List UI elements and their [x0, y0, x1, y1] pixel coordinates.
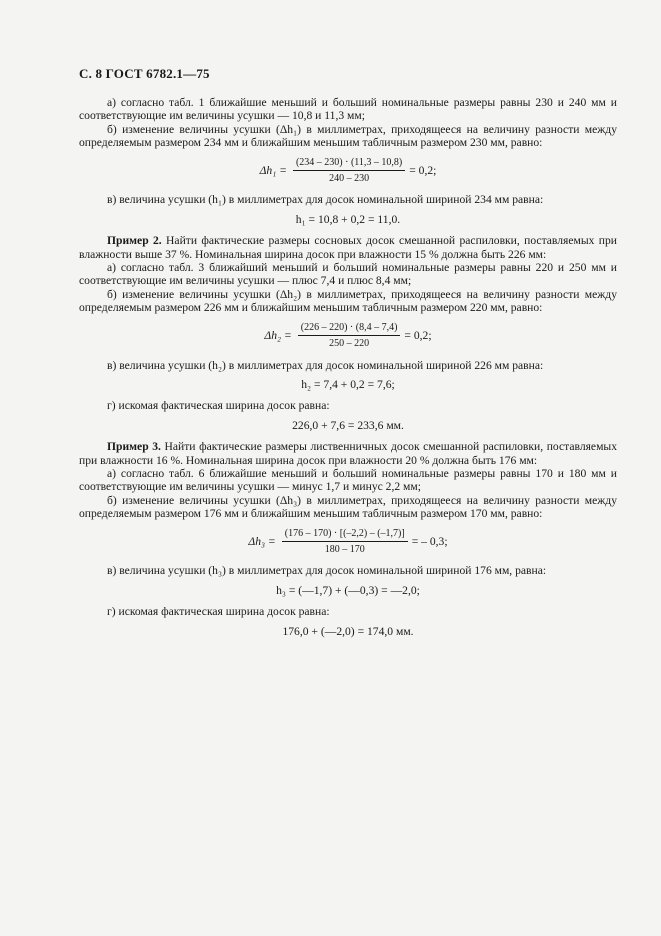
page-header: С. 8 ГОСТ 6782.1—75: [79, 66, 210, 81]
fraction-numerator: (234 – 230) · (11,3 – 10,8): [293, 156, 405, 171]
fraction-denominator: 180 – 170: [324, 543, 365, 555]
fraction: [293, 156, 405, 186]
example-2-label: Пример 2.: [107, 234, 162, 248]
paragraph-3c: в) величина усушки (h₃) в миллиметрах для досок номинальной шириной 176 мм, равна:: [107, 564, 547, 578]
paragraph-2a: а) согласно табл. 3 ближайший меньший и больший номинальные размеры равны 220 и 250 мм и соответствующие им величины усушки — плюс 7,4 и плюс 8,4 мм;: [79, 261, 617, 288]
paragraph-2b: б) изменение величины усушки (Δh₂) в миллиметрах, приходящееся на величину разности между определяемым размером 226 мм и ближайшим меньшим табличным размером 220 мм, равно:: [79, 287, 617, 315]
paragraph-1b: б) изменение величины усушки (Δh₁) в миллиметрах, приходящееся на величину разности между определяемым размером 234 мм и ближайшим меньшим табличным размером 230 мм, равно:: [79, 122, 617, 150]
paragraph-1c: в) величина усушки (h₁) в миллиметрах для досок номинальной шириной 234 мм равна:: [107, 193, 544, 207]
paragraph-3b: б) изменение величины усушки (Δh₃) в миллиметрах, приходящееся на величину разности между определяемым размером 176 мм и ближайшим меньшим табличным размером 170 мм, равно:: [79, 493, 617, 521]
formula-lhs: Δh₂ =: [264, 328, 292, 342]
fraction-denominator: 250 – 220: [329, 338, 370, 350]
paragraph-3a: а) согласно табл. 6 ближайшие меньший и больший номинальные размеры равны 170 и 180 мм и соответствующие им величины усушки — минус 1,7 и минус 2,2 мм;: [79, 466, 617, 494]
formula-delta-h2: [79, 321, 617, 351]
fraction-denominator: 240 – 230: [329, 173, 370, 185]
fraction-numerator: (226 – 220) · (8,4 – 7,4): [298, 321, 401, 336]
paragraph-2d: г) искомая фактическая ширина досок равна:: [107, 399, 330, 413]
formula-h3: h₃ = (—1,7) + (—0,3) = —2,0;: [276, 583, 420, 597]
example-2-intro: [79, 234, 617, 261]
formula-width-2: 226,0 + 7,6 = 233,6 мм.: [292, 418, 404, 432]
example-2-text: Найти фактические размеры сосновых досок смешанной распиловки, поставляемых при влажности выше 37 %. Номинальная ширина досок при влажности 15 % должна быть 226 мм:: [79, 234, 617, 261]
paragraph-3d: г) искомая фактическая ширина досок равна:: [107, 605, 330, 619]
example-3-label: Пример 3.: [107, 440, 161, 454]
document-body: [79, 96, 617, 646]
example-3-text: Найти фактические размеры лиственничных досок смешанной распиловки, поставляемых при влажности 16 %. Номинальная ширина досок при влажности 20 % должна быть 176 мм:: [79, 440, 618, 467]
example-3-intro: [79, 440, 617, 467]
formula-rhs: = 0,2;: [404, 328, 432, 342]
formula-lhs: Δh₃ =: [248, 534, 276, 548]
formula-rhs: = – 0,3;: [411, 534, 448, 548]
fraction-numerator: (176 – 170) · [(–2,2) – (–1,7)]: [282, 527, 408, 542]
formula-delta-h3: [79, 527, 617, 557]
formula-delta-h1: [79, 156, 617, 186]
formula-lhs: Δh₁ =: [259, 163, 287, 177]
formula-width-3: 176,0 + (—2,0) = 174,0 мм.: [282, 624, 414, 638]
formula-rhs: = 0,2;: [409, 163, 437, 177]
formula-h1: h₁ = 10,8 + 0,2 = 11,0.: [295, 212, 401, 226]
paragraph-1a: а) согласно табл. 1 ближайшие меньший и больший номинальные размеры равны 230 и 240 мм и соответствующие им величины усушки — 10,8 и 11,3 мм;: [79, 96, 617, 123]
fraction: [298, 321, 401, 351]
paragraph-2c: в) величина усушки (h₂) в миллиметрах для досок номинальной шириной 226 мм равна:: [107, 358, 544, 372]
fraction: [282, 527, 408, 557]
formula-h2: h₂ = 7,4 + 0,2 = 7,6;: [301, 377, 395, 391]
